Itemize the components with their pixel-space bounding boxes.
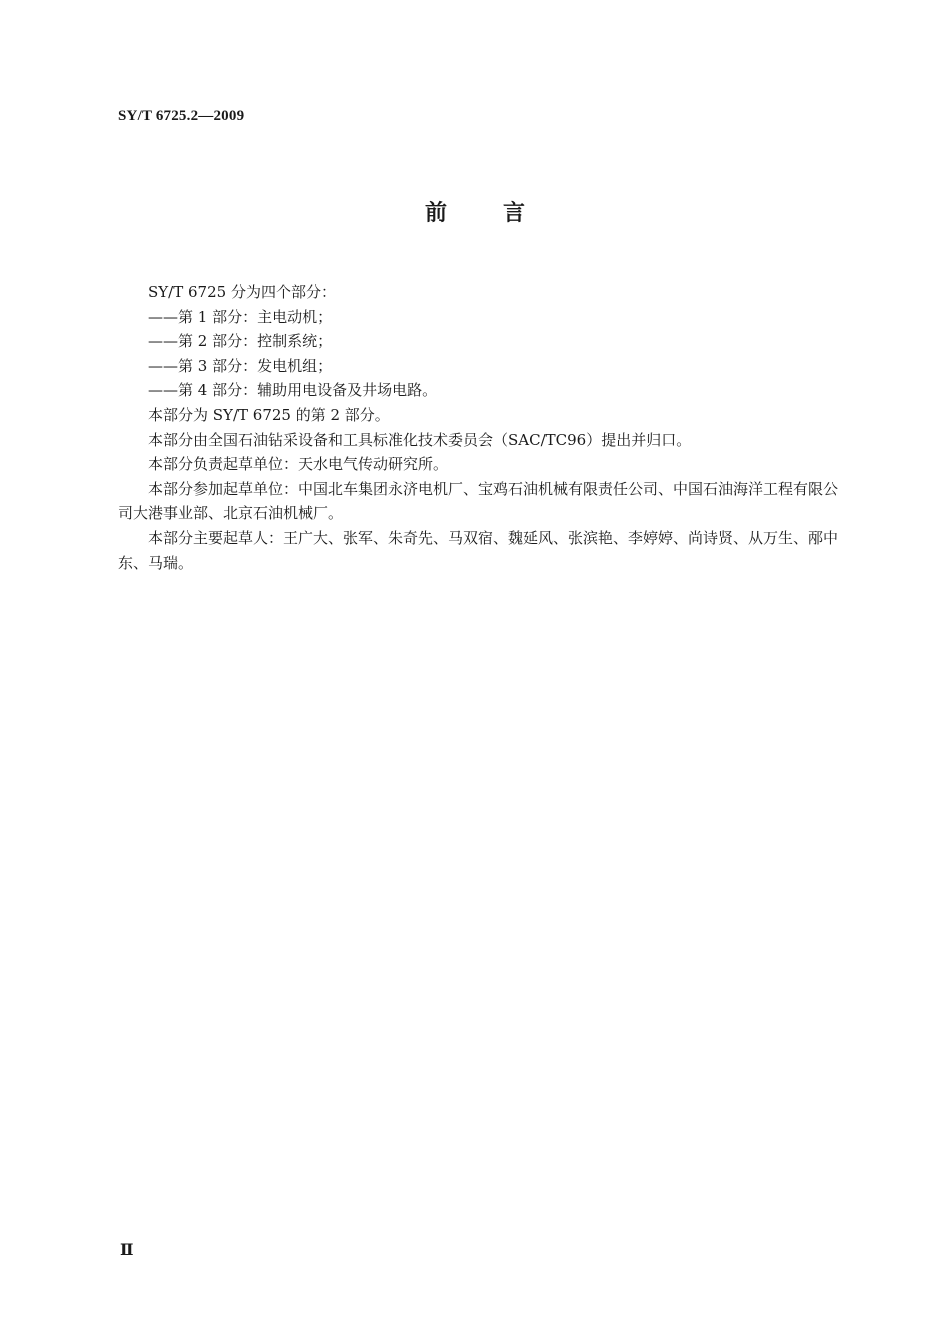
paragraph-main-drafters: 本部分主要起草人：王广大、张军、朱奇先、马双宿、魏延风、张滨艳、李婷婷、尚诗贤、从万生、邴中东、马瑞。 <box>118 528 839 572</box>
paragraph-part-1: ——第 1 部分：主电动机； <box>148 307 333 326</box>
paragraph-parts-intro: SY/T 6725 分为四个部分： <box>148 283 336 301</box>
page-title: 前言 <box>424 201 581 226</box>
paragraph-responsible-drafter: 本部分负责起草单位：天水电气传动研究所。 <box>148 455 449 474</box>
paragraph-part-3: ——第 3 部分：发电机组； <box>148 356 333 375</box>
preface-body <box>118 280 848 575</box>
paragraph-this-part: 本部分为 SY/T 6725 的第 2 部分。 <box>148 405 390 424</box>
page-number: Ⅱ <box>120 1242 134 1259</box>
paragraph-participating-drafters: 本部分参加起草单位：中国北车集团永济电机厂、宝鸡石油机械有限责任公司、中国石油海洋工程有限公司大港事业部、北京石油机械厂。 <box>118 479 839 523</box>
document-code: SY/T 6725.2—2009 <box>118 108 245 124</box>
paragraph-proposed-by: 本部分由全国石油钻采设备和工具标准化技术委员会（SAC/TC96）提出并归口。 <box>148 430 692 449</box>
paragraph-part-2: ——第 2 部分：控制系统； <box>148 332 333 351</box>
paragraph-part-4: ——第 4 部分：辅助用电设备及井场电路。 <box>148 381 438 400</box>
